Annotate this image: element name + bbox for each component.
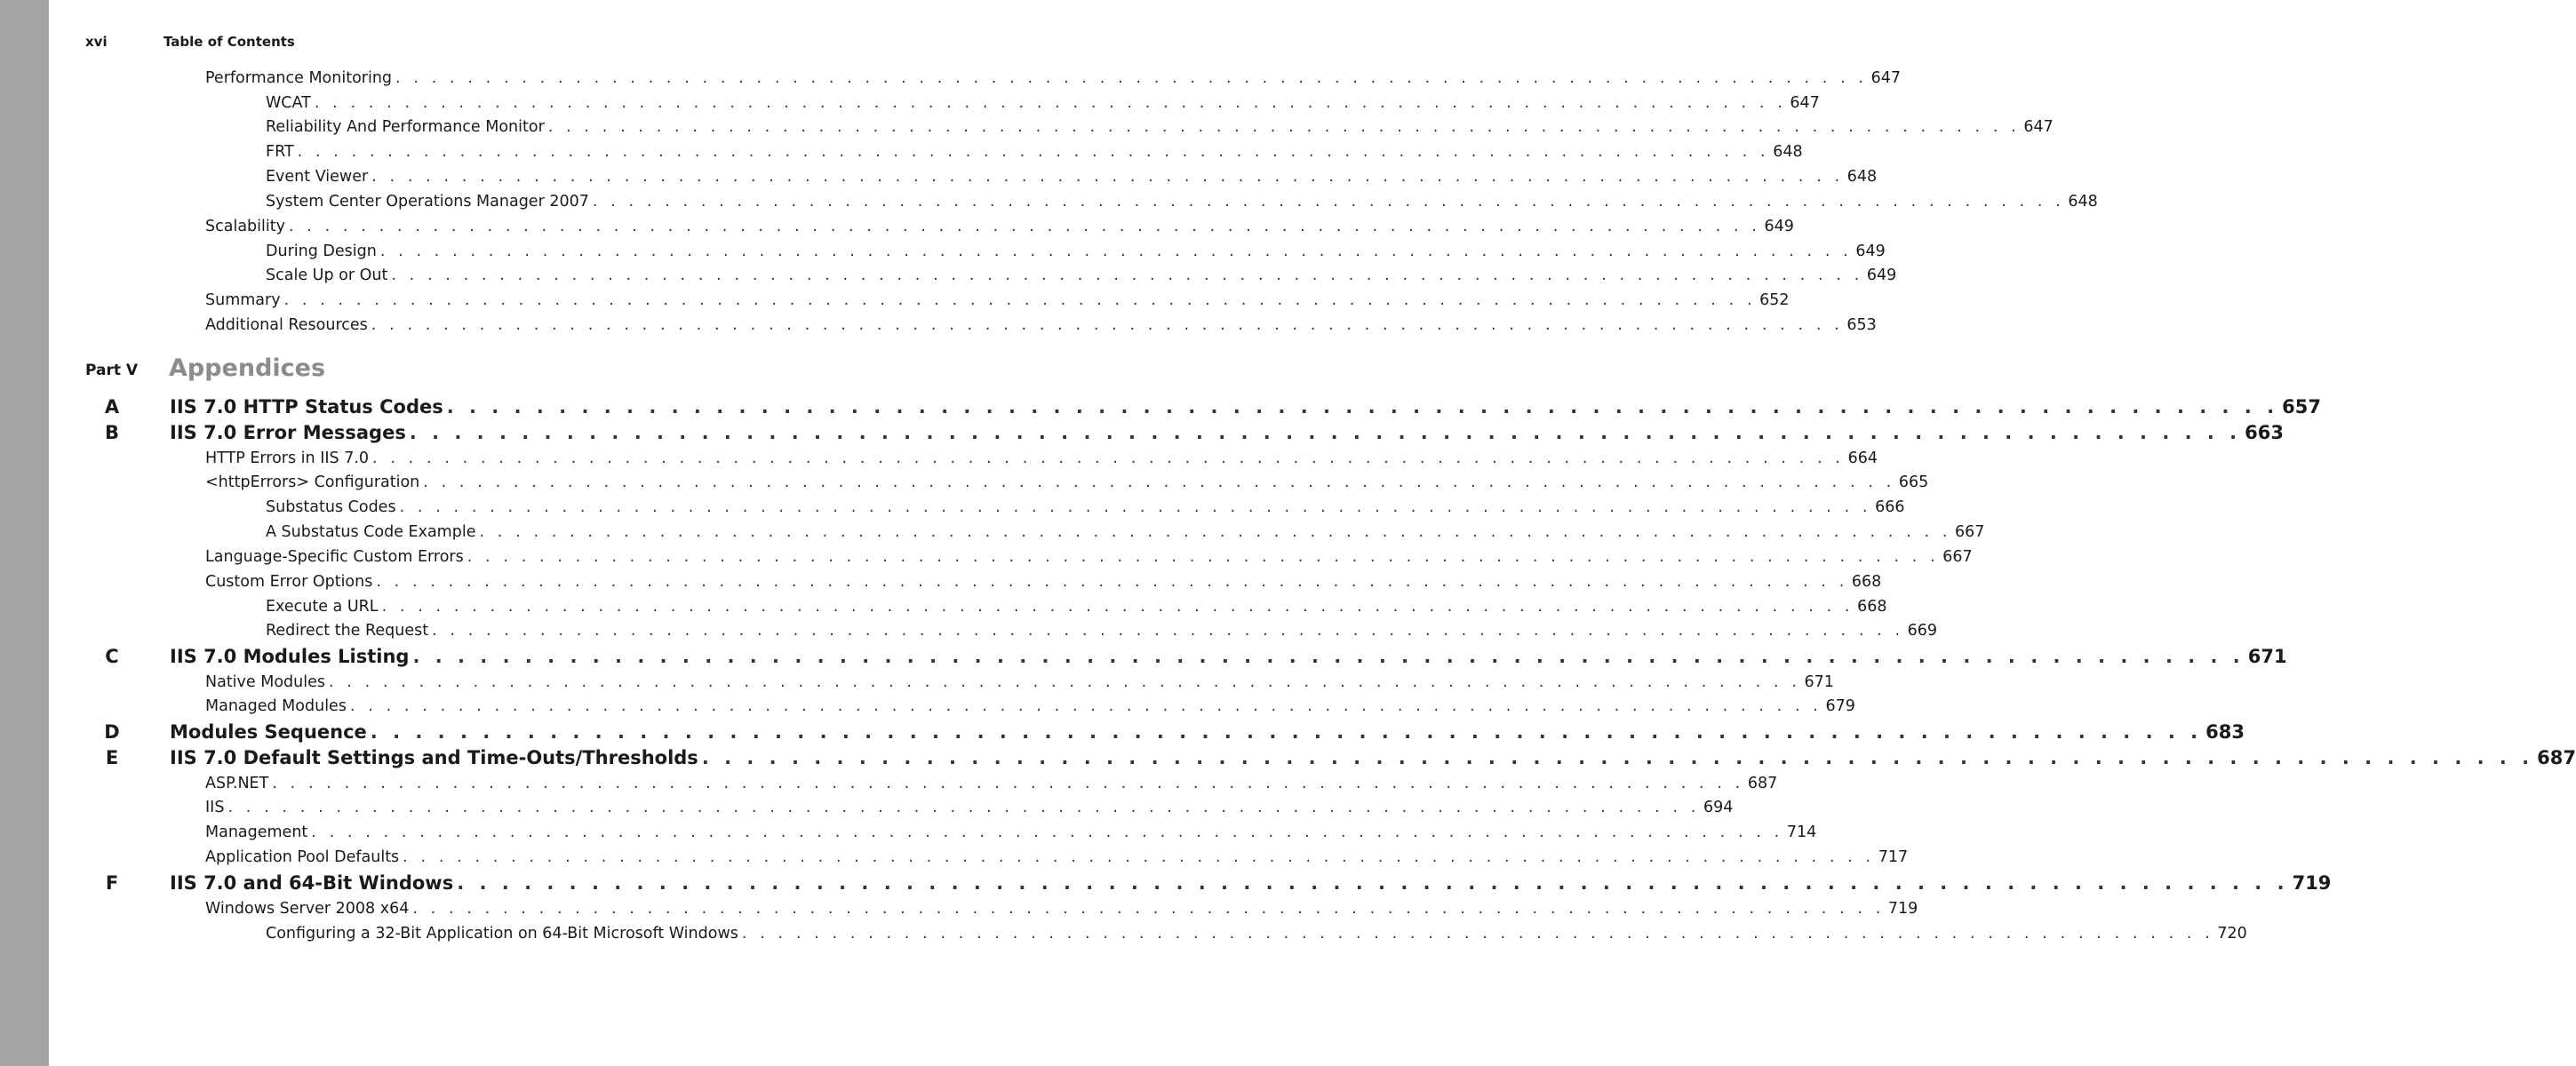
dot-leader: . . . . . . . . . . . . . . . . . . . . . . . . . . . . . . . . . . . . . . . . . . . . . . . . . . . . . . . . . . . . . . . . . . . . . . . . . . . . . . . . . . [370,721,2203,743]
part-label: Part V [85,362,139,379]
toc-entry[interactable] [266,94,1820,115]
toc-entry-title: Application Pool Defaults [205,848,400,866]
toc-entry-title: Event Viewer [266,168,369,186]
dot-leader: . . . . . . . . . . . . . . . . . . . . . . . . . . . . . . . . . . . . . . . . . . . . . . . . . . . . . . . . . . . . . . . . . . . . . . . . . . . . . . . . . . [547,118,2021,136]
toc-entry[interactable] [205,697,1855,719]
appendix-letter: D [104,721,120,743]
toc-entry[interactable] [205,218,1794,239]
toc-entry[interactable] [266,243,1886,264]
appendix-page: 687 [2537,747,2576,768]
toc-entry-page: 668 [1851,573,1882,591]
toc-entry-title: Substatus Codes [266,498,396,516]
toc-entry[interactable] [205,291,1790,313]
dot-leader: . . . . . . . . . . . . . . . . . . . . . . . . . . . . . . . . . . . . . . . . . . . . . . . . . . . . . . . . . . . . . . . . . . . . . . . . . . . . . . . . . . [272,775,1744,792]
toc-entry-page: 652 [1759,291,1790,309]
toc-entry-page: 647 [1870,69,1901,87]
toc-entry-page: 719 [1887,900,1918,918]
appendix-page: 671 [2247,646,2287,667]
dot-leader: . . . . . . . . . . . . . . . . . . . . . . . . . . . . . . . . . . . . . . . . . . . . . . . . . . . . . . . . . . . . . . . . . . . . . . . . . . . . . . . . . . [457,872,2289,894]
running-header-title: Table of Contents [163,34,295,50]
dot-leader: . . . . . . . . . . . . . . . . . . . . . . . . . . . . . . . . . . . . . . . . . . . . . . . . . . . . . . . . . . . . . . . . . . . . . . . . . . . . . . . . . . [395,69,1868,87]
toc-entry[interactable] [205,823,1817,845]
toc-entry[interactable] [266,168,1878,189]
toc-entry-title: Managed Modules [205,697,347,715]
toc-entry-title: Summary [205,291,281,309]
toc-entry-title: Performance Monitoring [205,69,393,87]
toc-entry-page: 679 [1825,697,1855,715]
dot-leader: . . . . . . . . . . . . . . . . . . . . . . . . . . . . . . . . . . . . . . . . . . . . . . . . . . . . . . . . . . . . . . . . . . . . . . . . . . . . . . . . . . [314,94,1787,112]
toc-entry-page: 653 [1846,316,1877,334]
dot-leader: . . . . . . . . . . . . . . . . . . . . . . . . . . . . . . . . . . . . . . . . . . . . . . . . . . . . . . . . . . . . . . . . . . . . . . . . . . . . . . . . . . [446,396,2279,418]
toc-entry-page: 714 [1786,823,1817,841]
toc-entry[interactable] [205,848,1909,870]
appendix-entry[interactable] [170,646,2287,671]
toc-entry[interactable] [205,673,1834,695]
toc-entry[interactable] [266,193,2098,214]
dot-leader: . . . . . . . . . . . . . . . . . . . . . . . . . . . . . . . . . . . . . . . . . . . . . . . . . . . . . . . . . . . . . . . . . . . . . . . . . . . . . . . . . . [376,573,1848,591]
dot-leader: . . . . . . . . . . . . . . . . . . . . . . . . . . . . . . . . . . . . . . . . . . . . . . . . . . . . . . . . . . . . . . . . . . . . . . . . . . . . . . . . . . [227,799,1700,816]
dot-leader: . . . . . . . . . . . . . . . . . . . . . . . . . . . . . . . . . . . . . . . . . . . . . . . . . . . . . . . . . . . . . . . . . . . . . . . . . . . . . . . . . . [403,848,1875,866]
toc-entry-title: Redirect the Request [266,622,429,640]
appendix-entry[interactable] [170,422,2285,447]
dot-leader: . . . . . . . . . . . . . . . . . . . . . . . . . . . . . . . . . . . . . . . . . . . . . . . . . . . . . . . . . . . . . . . . . . . . . . . . . . . . . . . . . . [371,168,1844,186]
toc-entry-title: FRT [266,143,294,161]
toc-entry-page: 668 [1857,598,1887,616]
toc-entry-page: 647 [1790,94,1820,112]
appendix-entry[interactable] [170,872,2332,897]
toc-entry-title: System Center Operations Manager 2007 [266,193,589,211]
toc-entry-title: Execute a URL [266,598,379,616]
toc-entry-title: During Design [266,243,377,260]
toc-entry-page: 720 [2217,925,2247,943]
toc-entry[interactable] [266,523,1985,545]
dot-leader: . . . . . . . . . . . . . . . . . . . . . . . . . . . . . . . . . . . . . . . . . . . . . . . . . . . . . . . . . . . . . . . . . . . . . . . . . . . . . . . . . . [423,473,1895,491]
toc-entry-title: Language-Specific Custom Errors [205,548,464,566]
dot-leader: . . . . . . . . . . . . . . . . . . . . . . . . . . . . . . . . . . . . . . . . . . . . . . . . . . . . . . . . . . . . . . . . . . . . . . . . . . . . . . . . . . [741,925,2214,943]
appendix-page: 683 [2205,721,2245,743]
appendix-letter: E [105,747,119,768]
toc-entry-page: 666 [1875,498,1905,516]
dot-leader: . . . . . . . . . . . . . . . . . . . . . . . . . . . . . . . . . . . . . . . . . . . . . . . . . . . . . . . . . . . . . . . . . . . . . . . . . . . . . . . . . . [288,218,1761,235]
appendix-page: 657 [2282,396,2321,418]
appendix-page: 663 [2245,422,2285,443]
toc-entry[interactable] [266,118,2054,139]
toc-entry[interactable] [266,925,2247,946]
appendix-title: IIS 7.0 Default Settings and Time-Outs/Thresholds [170,747,698,768]
toc-entry-title: Additional Resources [205,316,368,334]
toc-entry-title: ASP.NET [205,775,269,792]
dot-leader: . . . . . . . . . . . . . . . . . . . . . . . . . . . . . . . . . . . . . . . . . . . . . . . . . . . . . . . . . . . . . . . . . . . . . . . . . . . . . . . . . . [311,823,1783,841]
toc-entry[interactable] [266,498,1905,520]
appendix-letter: A [104,396,120,418]
dot-leader: . . . . . . . . . . . . . . . . . . . . . . . . . . . . . . . . . . . . . . . . . . . . . . . . . . . . . . . . . . . . . . . . . . . . . . . . . . . . . . . . . . [381,598,1854,616]
toc-entry-page: 687 [1747,775,1778,792]
toc-entry[interactable] [205,449,1878,471]
toc-entry[interactable] [205,900,1918,921]
toc-entry-title: Scale Up or Out [266,266,388,284]
toc-entry[interactable] [266,266,1897,288]
toc-entry-page: 649 [1855,243,1886,260]
dot-leader: . . . . . . . . . . . . . . . . . . . . . . . . . . . . . . . . . . . . . . . . . . . . . . . . . . . . . . . . . . . . . . . . . . . . . . . . . . . . . . . . . . [399,498,1872,516]
appendix-letter: C [105,646,119,667]
toc-entry[interactable] [205,573,1882,594]
toc-entry-page: 649 [1764,218,1794,235]
toc-entry-page: 648 [2068,193,2098,211]
toc-entry[interactable] [266,598,1887,619]
toc-entry-title: Windows Server 2008 x64 [205,900,410,918]
appendix-title: IIS 7.0 HTTP Status Codes [170,396,443,418]
toc-entry-page: 671 [1804,673,1834,691]
dot-leader: . . . . . . . . . . . . . . . . . . . . . . . . . . . . . . . . . . . . . . . . . . . . . . . . . . . . . . . . . . . . . . . . . . . . . . . . . . . . . . . . . . [412,646,2245,667]
toc-entry-title: A Substatus Code Example [266,523,476,541]
toc-entry-page: 647 [2023,118,2054,136]
toc-entry[interactable] [266,622,1938,643]
appendix-entry[interactable] [170,396,2321,421]
toc-entry-page: 717 [1878,848,1909,866]
toc-entry[interactable] [205,548,1973,569]
toc-entry[interactable] [266,143,1803,164]
page-spine [0,0,49,1066]
toc-entry-title: <httpErrors> Configuration [205,473,420,491]
dot-leader: . . . . . . . . . . . . . . . . . . . . . . . . . . . . . . . . . . . . . . . . . . . . . . . . . . . . . . . . . . . . . . . . . . . . . . . . . . . . . . . . . . [412,900,1885,918]
dot-leader: . . . . . . . . . . . . . . . . . . . . . . . . . . . . . . . . . . . . . . . . . . . . . . . . . . . . . . . . . . . . . . . . . . . . . . . . . . . . . . . . . . [372,449,1845,467]
toc-entry-page: 649 [1866,266,1897,284]
toc-entry[interactable] [205,316,1877,338]
toc-entry[interactable] [205,799,1734,820]
toc-entry-page: 667 [1955,523,1985,541]
dot-leader: . . . . . . . . . . . . . . . . . . . . . . . . . . . . . . . . . . . . . . . . . . . . . . . . . . . . . . . . . . . . . . . . . . . . . . . . . . . . . . . . . . [479,523,1951,541]
toc-entry-title: IIS [205,799,225,816]
dot-leader: . . . . . . . . . . . . . . . . . . . . . . . . . . . . . . . . . . . . . . . . . . . . . . . . . . . . . . . . . . . . . . . . . . . . . . . . . . . . . . . . . . [349,697,1822,715]
toc-entry-page: 667 [1942,548,1973,566]
toc-entry-page: 694 [1703,799,1734,816]
appendix-letter: F [105,872,119,894]
appendix-title: IIS 7.0 Modules Listing [170,646,410,667]
toc-entry-title: Native Modules [205,673,325,691]
toc-entry-page: 664 [1847,449,1878,467]
appendix-letter: B [104,422,119,443]
toc-entry-title: Management [205,823,308,841]
appendix-entry[interactable] [170,721,2245,746]
part-title: Appendices [169,354,326,382]
dot-leader: . . . . . . . . . . . . . . . . . . . . . . . . . . . . . . . . . . . . . . . . . . . . . . . . . . . . . . . . . . . . . . . . . . . . . . . . . . . . . . . . . . [467,548,1940,566]
dot-leader: . . . . . . . . . . . . . . . . . . . . . . . . . . . . . . . . . . . . . . . . . . . . . . . . . . . . . . . . . . . . . . . . . . . . . . . . . . . . . . . . . . [592,193,2065,211]
appendix-entry[interactable] [170,747,2576,772]
dot-leader: . . . . . . . . . . . . . . . . . . . . . . . . . . . . . . . . . . . . . . . . . . . . . . . . . . . . . . . . . . . . . . . . . . . . . . . . . . . . . . . . . . [297,143,1770,161]
toc-entry-title: Reliability And Performance Monitor [266,118,545,136]
appendix-title: IIS 7.0 and 64-Bit Windows [170,872,454,894]
toc-entry-title: WCAT [266,94,311,112]
toc-entry-title: Configuring a 32-Bit Application on 64-Bit Microsoft Windows [266,925,738,943]
toc-entry-title: Scalability [205,218,285,235]
toc-entry[interactable] [205,473,1929,495]
toc-entry[interactable] [205,69,1901,91]
dot-leader: . . . . . . . . . . . . . . . . . . . . . . . . . . . . . . . . . . . . . . . . . . . . . . . . . . . . . . . . . . . . . . . . . . . . . . . . . . . . . . . . . . [379,243,1853,260]
dot-leader: . . . . . . . . . . . . . . . . . . . . . . . . . . . . . . . . . . . . . . . . . . . . . . . . . . . . . . . . . . . . . . . . . . . . . . . . . . . . . . . . . . [409,422,2242,443]
toc-entry-title: HTTP Errors in IIS 7.0 [205,449,370,467]
toc-entry-page: 665 [1898,473,1929,491]
dot-leader: . . . . . . . . . . . . . . . . . . . . . . . . . . . . . . . . . . . . . . . . . . . . . . . . . . . . . . . . . . . . . . . . . . . . . . . . . . . . . . . . . . [432,622,1904,640]
toc-entry[interactable] [205,775,1778,796]
dot-leader: . . . . . . . . . . . . . . . . . . . . . . . . . . . . . . . . . . . . . . . . . . . . . . . . . . . . . . . . . . . . . . . . . . . . . . . . . . . . . . . . . . [283,291,1757,309]
dot-leader: . . . . . . . . . . . . . . . . . . . . . . . . . . . . . . . . . . . . . . . . . . . . . . . . . . . . . . . . . . . . . . . . . . . . . . . . . . . . . . . . . . [391,266,1863,284]
toc-entry-page: 648 [1773,143,1803,161]
appendix-title: Modules Sequence [170,721,367,743]
dot-leader: . . . . . . . . . . . . . . . . . . . . . . . . . . . . . . . . . . . . . . . . . . . . . . . . . . . . . . . . . . . . . . . . . . . . . . . . . . . . . . . . . . [701,747,2534,768]
appendix-page: 719 [2292,872,2332,894]
dot-leader: . . . . . . . . . . . . . . . . . . . . . . . . . . . . . . . . . . . . . . . . . . . . . . . . . . . . . . . . . . . . . . . . . . . . . . . . . . . . . . . . . . [328,673,1801,691]
toc-entry-page: 648 [1846,168,1878,186]
toc-entry-page: 669 [1907,622,1938,640]
dot-leader: . . . . . . . . . . . . . . . . . . . . . . . . . . . . . . . . . . . . . . . . . . . . . . . . . . . . . . . . . . . . . . . . . . . . . . . . . . . . . . . . . . [371,316,1844,334]
running-header-page-number: xvi [85,34,108,50]
toc-entry-title: Custom Error Options [205,573,373,591]
appendix-title: IIS 7.0 Error Messages [170,422,406,443]
